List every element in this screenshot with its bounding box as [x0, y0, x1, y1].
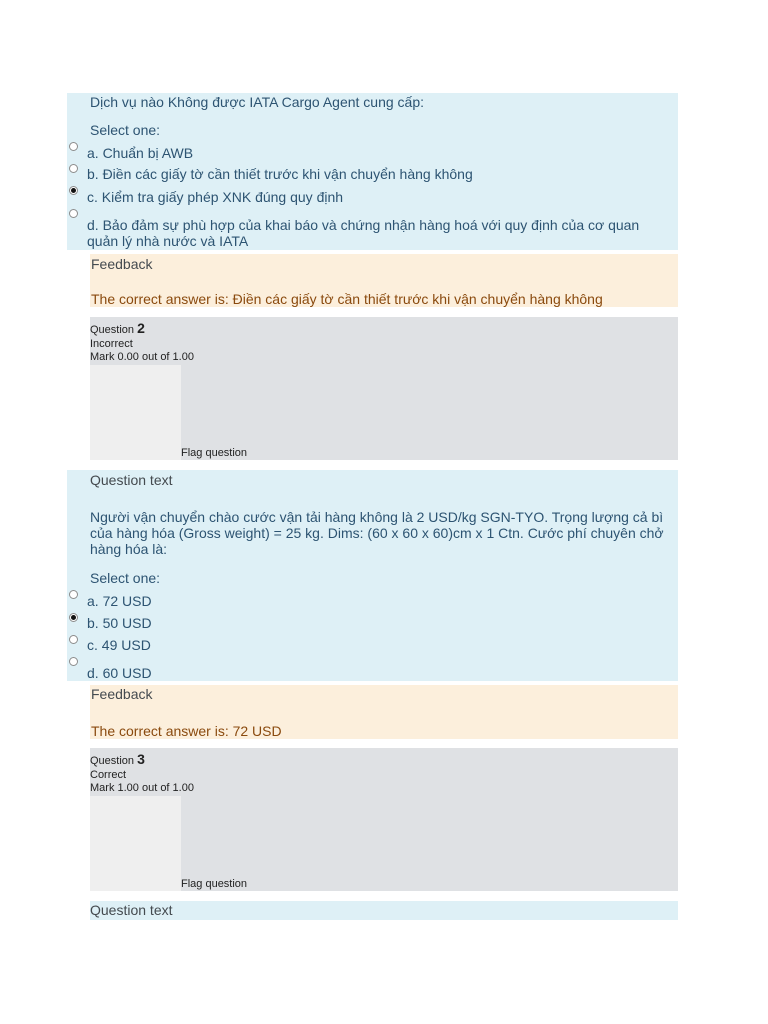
- q2-select-one-label: Select one:: [90, 570, 161, 586]
- q2-number-label: [90, 320, 145, 336]
- q2-question-word: Question: [90, 324, 135, 336]
- q2-option-c-radio[interactable]: [69, 635, 78, 644]
- q3-flag-question[interactable]: Flag question: [181, 878, 248, 890]
- q2-number: 2: [137, 320, 145, 336]
- q2-option-a-radio[interactable]: [69, 590, 78, 599]
- q2-feedback-title: Feedback: [91, 686, 153, 702]
- q1-select-one-label: Select one:: [90, 122, 161, 138]
- q1-option-a[interactable]: a. Chuẩn bị AWB: [87, 145, 194, 161]
- q2-info-side-panel: [90, 365, 181, 460]
- q1-option-d[interactable]: d. Bảo đảm sự phù hợp của khai báo và chứng nhận hàng hoá với quy định của cơ quan quản lý nhà nước và IATA: [87, 217, 640, 249]
- q3-question-text-label: Question text: [90, 902, 173, 918]
- q2-correct-answer: The correct answer is: 72 USD: [91, 723, 282, 739]
- q2-option-b-radio[interactable]: [69, 613, 78, 622]
- q1-correct-answer: The correct answer is: Điền các giấy tờ cần thiết trước khi vận chuyển hàng không: [91, 291, 603, 307]
- q1-option-c[interactable]: c. Kiểm tra giấy phép XNK đúng quy định: [87, 189, 344, 205]
- q2-option-b[interactable]: b. 50 USD: [87, 615, 152, 631]
- q1-option-d-radio[interactable]: [69, 209, 78, 218]
- q2-status: Incorrect: [90, 338, 133, 350]
- q1-option-a-radio[interactable]: [69, 142, 78, 151]
- q2-flag-question[interactable]: Flag question: [181, 447, 248, 459]
- q1-option-b[interactable]: b. Điền các giấy tờ cần thiết trước khi vận chuyển hàng không: [87, 166, 473, 182]
- q3-question-panel: [90, 901, 678, 920]
- q2-option-a[interactable]: a. 72 USD: [87, 593, 152, 609]
- q2-option-d-radio[interactable]: [69, 657, 78, 666]
- q3-number-label: [90, 751, 145, 767]
- q1-option-b-radio[interactable]: [69, 164, 78, 173]
- q3-status: Correct: [90, 769, 127, 781]
- q3-question-word: Question: [90, 755, 135, 767]
- q1-feedback-title: Feedback: [91, 256, 153, 272]
- q2-question-text: Người vận chuyển chào cước vận tải hàng không là 2 USD/kg SGN-TYO. Trọng lượng cả bì của hàng hóa (Gross weight) = 25 kg. Dims: (60 x 60 x 60)cm x 1 Ctn. Cước phí chuyên chở hàng hóa là:: [90, 509, 664, 557]
- q2-mark: Mark 0.00 out of 1.00: [90, 351, 194, 363]
- q2-option-c[interactable]: c. 49 USD: [87, 637, 151, 653]
- q2-option-d[interactable]: d. 60 USD: [87, 665, 152, 681]
- q3-number: 3: [137, 751, 145, 767]
- q1-question-text: Dịch vụ nào Không được IATA Cargo Agent cung cấp:: [90, 94, 425, 110]
- q3-mark: Mark 1.00 out of 1.00: [90, 782, 194, 794]
- q3-info-side-panel: [90, 796, 181, 891]
- q1-option-c-radio[interactable]: [69, 186, 78, 195]
- q2-question-text-label: Question text: [90, 472, 173, 488]
